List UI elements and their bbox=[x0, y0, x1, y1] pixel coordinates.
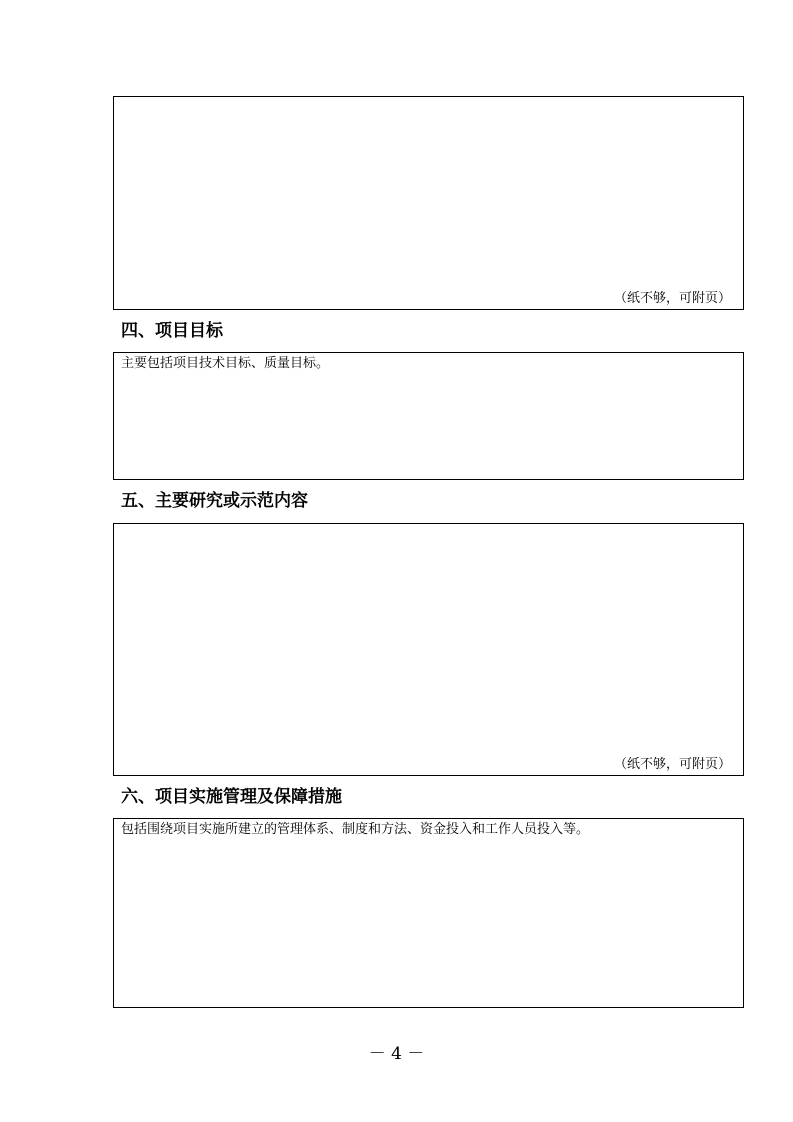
attachment-note: （纸不够，可附页） bbox=[613, 757, 731, 772]
section-4-heading: 四、项目目标 bbox=[121, 321, 223, 341]
continuation-text-box[interactable] bbox=[113, 96, 744, 310]
section-6-heading: 六、项目实施管理及保障措施 bbox=[121, 787, 342, 807]
research-content-text-box[interactable] bbox=[113, 523, 744, 776]
page-number: － 4 － bbox=[368, 1044, 425, 1064]
attachment-note: （纸不够，可附页） bbox=[613, 291, 731, 306]
section-5-heading: 五、主要研究或示范内容 bbox=[121, 491, 308, 511]
management-measures-text-box[interactable] bbox=[113, 818, 744, 1008]
project-goals-instruction: 主要包括项目技术目标、质量目标。 bbox=[121, 356, 330, 371]
management-measures-instruction: 包括围绕项目实施所建立的管理体系、制度和方法、资金投入和工作人员投入等。 bbox=[121, 822, 590, 837]
project-goals-text-box[interactable] bbox=[113, 352, 744, 480]
